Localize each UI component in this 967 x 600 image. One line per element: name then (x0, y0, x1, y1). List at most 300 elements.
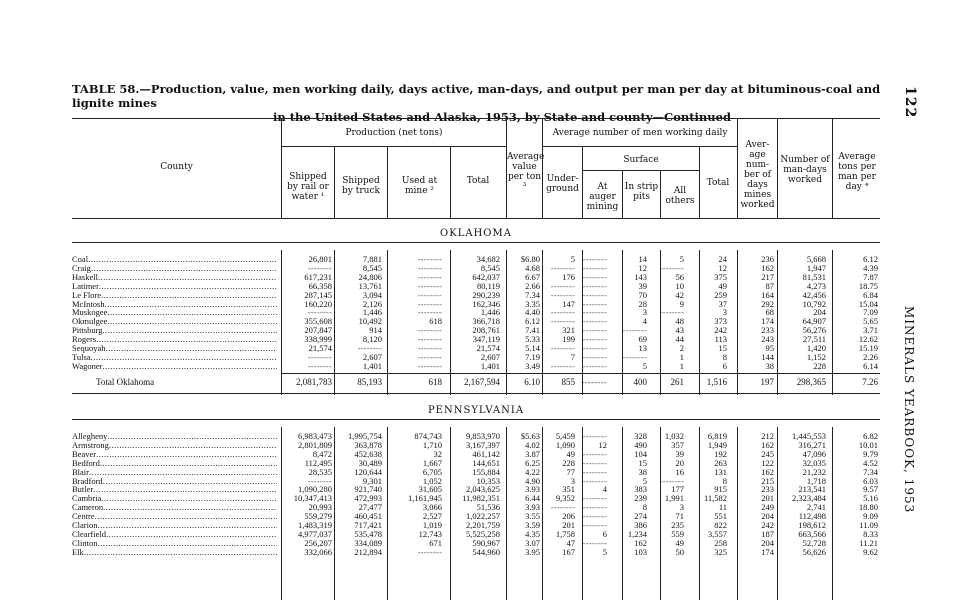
cell-used-at-mine: 618 (429, 316, 442, 327)
cell-used-at-mine: -------- (417, 271, 442, 282)
cell-shipped-truck: 212,894 (354, 546, 382, 557)
cell-man-days: 1,718 (806, 475, 826, 486)
cell-avg-tons: 6.82 (863, 431, 878, 441)
header-underground: Under-ground (546, 174, 579, 194)
cell-all-others: 48 (675, 316, 684, 327)
column-rule (699, 427, 700, 600)
cell-avg-days: 236 (761, 254, 774, 264)
column-rule (582, 250, 583, 395)
cell-avg-value: 5.33 (525, 334, 540, 345)
county-name: Total Oklahoma (96, 378, 155, 387)
county-name: Haskell ..... (72, 273, 277, 282)
header-used-at-mine: Used at mine ² (401, 176, 438, 196)
column-rule (737, 427, 738, 600)
vrule-12 (777, 118, 778, 218)
cell-avg-tons: 18.75 (858, 280, 878, 291)
cell-shipped-truck: 8,545 (362, 262, 382, 273)
table-row (72, 548, 882, 557)
cell-used-at-mine: -------- (417, 546, 442, 557)
cell-total: 144,651 (472, 457, 500, 468)
cell-men-total: 1,516 (706, 377, 727, 387)
county-name: Le Flore ..... (72, 291, 277, 300)
cell-avg-tons: 6.03 (863, 475, 878, 486)
cell-at-auger: -------- (582, 493, 607, 504)
cell-avg-days: 38 (765, 360, 774, 371)
cell-at-auger: -------- (582, 289, 607, 300)
cell-shipped-truck: 120,644 (354, 466, 382, 477)
cell-total: 162,346 (472, 298, 500, 309)
cell-men-total: 192 (714, 448, 727, 459)
rule-production (282, 146, 507, 147)
cell-avg-tons: 18.80 (858, 502, 878, 513)
header-at-auger: At auger mining (586, 182, 619, 212)
cell-shipped-rail: 332,066 (304, 546, 332, 557)
cell-avg-tons: 2.26 (863, 351, 878, 362)
cell-man-days: 10,792 (802, 298, 826, 309)
cell-in-strip: 383 (634, 484, 647, 495)
cell-avg-days: 215 (761, 475, 774, 486)
column-rule (281, 250, 282, 395)
cell-man-days: 1,420 (806, 343, 826, 353)
cell-shipped-rail: 4,977,037 (298, 528, 332, 539)
county-name: Latimer ..... (72, 282, 277, 291)
cell-man-days: 228 (813, 360, 826, 371)
cell-avg-value: 3.55 (525, 511, 540, 522)
cell-in-strip: 5 (642, 360, 647, 371)
cell-in-strip: 4 (642, 316, 647, 327)
county-name: Sequoyah ..... (72, 344, 277, 353)
header-avg-tons: Average tons per man per day ⁴ (838, 152, 876, 192)
cell-total: 290,239 (472, 289, 500, 300)
rule-state (72, 419, 880, 420)
county-name: Clarion ..... (72, 521, 277, 530)
cell-used-at-mine: 1,161,945 (408, 493, 442, 504)
cell-at-auger: -------- (582, 334, 607, 345)
cell-shipped-truck: 30,489 (358, 457, 382, 468)
cell-all-others: 42 (675, 289, 684, 300)
cell-all-others: 39 (675, 448, 684, 459)
cell-all-others: 1 (679, 351, 684, 362)
cell-all-others: 559 (671, 528, 684, 539)
running-head (902, 78, 920, 578)
cell-avg-days: 249 (761, 502, 774, 513)
cell-all-others: 20 (675, 457, 684, 468)
cell-underground: -------- (550, 343, 575, 353)
cell-avg-days: 292 (761, 298, 774, 309)
table-row (72, 300, 882, 309)
cell-total: 2,043,625 (466, 484, 500, 495)
cell-shipped-truck: 10,492 (358, 316, 382, 327)
cell-avg-value: $5.63 (520, 431, 540, 441)
county-name: Muskogee ..... (72, 308, 277, 317)
cell-shipped-truck: 914 (369, 325, 382, 336)
cell-shipped-truck: 2,126 (362, 298, 382, 309)
cell-total: 366,718 (472, 316, 500, 327)
vrule-2 (334, 146, 335, 218)
county-name: Cameron ..... (72, 503, 277, 512)
cell-total: 21,574 (476, 343, 500, 353)
cell-used-at-mine: 874,743 (414, 431, 442, 441)
cell-at-auger: -------- (582, 360, 607, 371)
cell-avg-value: 4.68 (525, 262, 540, 273)
header-shipped-truck: Shipped by truck (342, 176, 380, 196)
cell-men-total: 915 (714, 484, 727, 495)
cell-all-others: 235 (671, 520, 684, 530)
county-name: Bradford ..... (72, 477, 277, 486)
header-men-total: Total (706, 178, 730, 188)
cell-avg-tons: 7.26 (862, 377, 878, 387)
cell-at-auger: -------- (582, 502, 607, 513)
cell-all-others: 3 (679, 502, 684, 513)
cell-all-others: 71 (675, 511, 684, 522)
cell-underground: 206 (562, 511, 575, 522)
cell-at-auger: -------- (582, 431, 607, 441)
cell-total: 544,960 (472, 546, 500, 557)
state-heading: OKLAHOMA (440, 228, 512, 239)
cell-shipped-truck: 472,993 (354, 493, 382, 504)
cell-underground: 167 (562, 546, 575, 557)
cell-at-auger: 5 (602, 546, 607, 557)
county-name: Cambria ..... (72, 494, 277, 503)
cell-men-total: 49 (718, 280, 727, 291)
cell-avg-tons: 7.87 (863, 271, 878, 282)
cell-men-total: 15 (718, 343, 727, 353)
cell-avg-tons: 7.34 (863, 466, 878, 477)
cell-shipped-rail: 2,081,783 (296, 377, 332, 387)
cell-avg-value: 6.12 (525, 316, 540, 327)
cell-man-days: 316,271 (798, 439, 826, 450)
cell-total: 9,853,970 (466, 431, 500, 441)
cell-man-days: 47,096 (802, 448, 826, 459)
county-name: Bedford ..... (72, 459, 277, 468)
cell-all-others: 43 (675, 325, 684, 336)
cell-avg-value: 6.44 (525, 493, 540, 504)
cell-man-days: 56,276 (802, 325, 826, 336)
cell-used-at-mine: -------- (417, 334, 442, 345)
cell-man-days: 1,445,553 (792, 431, 826, 441)
cell-man-days: 56,626 (802, 546, 826, 557)
county-name: McIntosh ..... (72, 300, 277, 309)
cell-men-total: 3 (722, 307, 727, 318)
cell-at-auger: -------- (582, 537, 607, 548)
column-rule (660, 250, 661, 395)
county-name: Clinton ..... (72, 539, 277, 548)
cell-underground: 9,352 (555, 493, 575, 504)
cell-avg-value: 6.10 (524, 377, 540, 387)
cell-shipped-rail: -------- (307, 307, 332, 318)
cell-avg-tons: 6.14 (863, 360, 878, 371)
cell-shipped-rail: 21,574 (308, 343, 332, 353)
column-rule (737, 250, 738, 395)
cell-total: 2,607 (480, 351, 500, 362)
cell-underground: -------- (550, 280, 575, 291)
cell-avg-days: 162 (761, 439, 774, 450)
cell-man-days: 112,498 (798, 511, 826, 522)
cell-avg-tons: 15.19 (858, 343, 878, 353)
column-rule (450, 250, 451, 395)
cell-shipped-rail: 207,847 (304, 325, 332, 336)
header-surface: Surface (623, 155, 659, 165)
cell-in-strip: 5 (642, 475, 647, 486)
cell-man-days: 213,541 (798, 484, 826, 495)
cell-shipped-truck: 7,881 (362, 254, 382, 264)
cell-in-strip: 38 (638, 466, 647, 477)
cell-shipped-rail: 1,090,280 (298, 484, 332, 495)
cell-at-auger: -------- (582, 475, 607, 486)
cell-used-at-mine: 1,019 (422, 520, 442, 530)
column-rule (542, 427, 543, 600)
cell-total: 1,022,257 (466, 511, 500, 522)
header-all-others: All others (665, 186, 695, 206)
cell-at-auger: -------- (582, 511, 607, 522)
cell-all-others: 261 (670, 377, 684, 387)
county-name: Tulsa ..... (72, 353, 277, 362)
county-name: Armstrong ..... (72, 441, 277, 450)
column-rule (777, 427, 778, 600)
county-name: Craig ..... (72, 264, 277, 273)
page-number: 122 (902, 86, 918, 119)
cell-men-total: 822 (714, 520, 727, 530)
column-rule (660, 427, 661, 600)
cell-in-strip: 103 (634, 546, 647, 557)
cell-man-days: 1,947 (806, 262, 826, 273)
cell-underground: 5 (570, 254, 575, 264)
cell-total: 1,446 (480, 307, 500, 318)
column-rule (542, 250, 543, 395)
rule-state (72, 242, 880, 243)
column-rule (832, 250, 833, 395)
cell-underground: 176 (562, 271, 575, 282)
cell-underground: 351 (562, 484, 575, 495)
cell-at-auger: -------- (582, 343, 607, 353)
cell-shipped-rail: 256,207 (304, 537, 332, 548)
cell-in-strip: 400 (633, 377, 647, 387)
cell-men-total: 258 (714, 537, 727, 548)
cell-shipped-truck: 717,421 (354, 520, 382, 530)
cell-total: 34,682 (476, 254, 500, 264)
cell-underground: 5,459 (555, 431, 575, 441)
cell-man-days: 2,741 (806, 502, 826, 513)
cell-avg-value: 6.67 (525, 271, 540, 282)
cell-shipped-truck: 27,477 (358, 502, 382, 513)
cell-man-days: 21,232 (802, 466, 826, 477)
column-rule (387, 250, 388, 395)
cell-in-strip: 328 (634, 431, 647, 441)
cell-total: 10,353 (476, 475, 500, 486)
cell-underground: -------- (550, 360, 575, 371)
cell-avg-value: 7.41 (525, 325, 540, 336)
cell-total: 8,545 (480, 262, 500, 273)
cell-shipped-rail: -------- (307, 475, 332, 486)
cell-avg-tons: 7.09 (863, 307, 878, 318)
cell-avg-days: 164 (761, 289, 774, 300)
cell-man-days: 27,511 (802, 334, 826, 345)
header-total: Total (466, 176, 490, 186)
county-name: Pittsburg ..... (72, 326, 277, 335)
cell-avg-days: 204 (761, 511, 774, 522)
cell-man-days: 663,566 (798, 528, 826, 539)
column-rule (387, 427, 388, 600)
county-name: Coal ..... (72, 255, 277, 264)
cell-avg-days: 204 (761, 537, 774, 548)
cell-underground: 47 (566, 537, 575, 548)
cell-man-days: 32,035 (802, 457, 826, 468)
cell-avg-tons: 11.09 (859, 520, 878, 530)
cell-shipped-rail: -------- (307, 262, 332, 273)
cell-shipped-rail: 20,993 (308, 502, 332, 513)
cell-avg-days: 212 (761, 431, 774, 441)
cell-shipped-rail: 8,472 (312, 448, 332, 459)
county-name: Wagoner ..... (72, 362, 277, 371)
cell-underground: 228 (562, 457, 575, 468)
cell-men-total: 11,582 (703, 493, 727, 504)
table-row (72, 353, 882, 362)
cell-shipped-truck: 921,740 (354, 484, 382, 495)
cell-all-others: 1 (679, 360, 684, 371)
cell-underground: -------- (550, 316, 575, 327)
rule-top (72, 118, 880, 119)
cell-total: 208,761 (472, 325, 500, 336)
column-rule (832, 427, 833, 600)
cell-used-at-mine: -------- (417, 289, 442, 300)
cell-avg-tons: 4.39 (863, 262, 878, 273)
cell-underground: 855 (561, 377, 575, 387)
column-rule (506, 427, 507, 600)
cell-avg-value: 7.34 (525, 289, 540, 300)
cell-man-days: 204 (813, 307, 826, 318)
cell-shipped-rail: -------- (307, 360, 332, 371)
cell-avg-tons: 5.65 (863, 316, 878, 327)
cell-in-strip: 14 (638, 254, 647, 264)
cell-men-total: 6,819 (707, 431, 727, 441)
cell-underground: -------- (550, 262, 575, 273)
column-rule (622, 250, 623, 395)
cell-underground: -------- (550, 307, 575, 318)
cell-in-strip: 490 (634, 439, 647, 450)
cell-underground: 3 (570, 475, 575, 486)
cell-used-at-mine: 618 (428, 377, 442, 387)
cell-all-others: 50 (675, 546, 684, 557)
cell-in-strip: 13 (638, 343, 647, 353)
cell-avg-tons: 15.04 (858, 298, 878, 309)
header-production: Production (net tons) (345, 128, 443, 138)
cell-all-others: 9 (679, 298, 684, 309)
header-avg-value: Average value per ton ³ (507, 152, 545, 192)
cell-shipped-truck: 460,451 (354, 511, 382, 522)
cell-at-auger: -------- (582, 448, 607, 459)
cell-avg-value: 3.07 (525, 537, 540, 548)
cell-avg-tons: 9.57 (863, 484, 878, 495)
cell-shipped-truck: 1,995,754 (348, 431, 382, 441)
cell-men-total: 113 (714, 334, 727, 345)
cell-total: 155,884 (472, 466, 500, 477)
cell-avg-tons: 8.33 (863, 528, 878, 539)
column-rule (334, 250, 335, 395)
county-name: Allegheny ..... (72, 432, 277, 441)
cell-shipped-rail: 10,347,413 (293, 493, 332, 504)
cell-used-at-mine: -------- (417, 280, 442, 291)
cell-at-auger: -------- (582, 316, 607, 327)
cell-used-at-mine: -------- (417, 360, 442, 371)
cell-shipped-rail: 112,495 (304, 457, 332, 468)
cell-total: 51,536 (476, 502, 500, 513)
cell-total: 347,119 (472, 334, 500, 345)
cell-avg-days: 245 (761, 448, 774, 459)
cell-shipped-rail: 66,358 (308, 280, 332, 291)
cell-used-at-mine: 6,705 (422, 466, 442, 477)
county-name: Rogers ..... (72, 335, 277, 344)
cell-avg-days: 68 (765, 307, 774, 318)
header-shipped-rail: Shipped by rail or water ¹ (287, 172, 329, 202)
cell-shipped-truck: 1,401 (362, 360, 382, 371)
cell-all-others: 44 (675, 334, 684, 345)
cell-used-at-mine: 1,052 (422, 475, 442, 486)
cell-men-total: 325 (714, 546, 727, 557)
cell-in-strip: 3 (642, 307, 647, 318)
cell-avg-value: 3.95 (525, 546, 540, 557)
cell-men-total: 1,949 (707, 439, 727, 450)
header-avg-days: Aver-age num-ber of days mines worked (740, 140, 775, 210)
cell-total: 3,167,397 (466, 439, 500, 450)
cell-avg-value: 3.49 (525, 360, 540, 371)
cell-avg-value: 4.02 (525, 439, 540, 450)
cell-used-at-mine: 32 (433, 448, 442, 459)
cell-at-auger: -------- (582, 271, 607, 282)
cell-in-strip: 12 (638, 262, 647, 273)
cell-men-total: 242 (714, 325, 727, 336)
cell-man-days: 42,456 (802, 289, 826, 300)
cell-avg-days: 144 (761, 351, 774, 362)
county-name: Blair ..... (72, 468, 277, 477)
cell-all-others: 56 (675, 271, 684, 282)
cell-avg-tons: 9.09 (863, 511, 878, 522)
cell-used-at-mine: 2,527 (422, 511, 442, 522)
cell-all-others: 5 (679, 254, 684, 264)
cell-avg-value: 2.66 (525, 280, 540, 291)
cell-used-at-mine: -------- (417, 325, 442, 336)
cell-underground: -------- (550, 289, 575, 300)
cell-men-total: 12 (718, 262, 727, 273)
cell-at-auger: -------- (582, 520, 607, 530)
cell-at-auger: -------- (582, 307, 607, 318)
cell-avg-tons: 6.84 (863, 289, 878, 300)
cell-underground: 1,758 (555, 528, 575, 539)
cell-used-at-mine: -------- (417, 307, 442, 318)
vrule-9 (660, 170, 661, 218)
cell-avg-tons: 9.62 (863, 546, 878, 557)
state-heading: PENNSYLVANIA (427, 405, 525, 416)
table-title-line1: TABLE 58.—Production, value, men working daily, days active, man-days, and output per man per day at bituminous-coal and lignite mines (72, 82, 881, 110)
cell-underground: 49 (566, 448, 575, 459)
county-name: Butler ..... (72, 485, 277, 494)
cell-used-at-mine: -------- (417, 343, 442, 353)
cell-used-at-mine: -------- (417, 262, 442, 273)
cell-used-at-mine: 671 (429, 537, 442, 548)
cell-total: 80,119 (476, 280, 500, 291)
cell-in-strip: 39 (638, 280, 647, 291)
cell-men-total: 37 (718, 298, 727, 309)
cell-in-strip: 70 (638, 289, 647, 300)
cell-avg-days: 233 (761, 325, 774, 336)
cell-avg-days: 162 (761, 262, 774, 273)
rule-total (282, 373, 880, 374)
cell-shipped-rail: 338,999 (304, 334, 332, 345)
cell-avg-value: 7.19 (525, 351, 540, 362)
cell-men-total: 6 (722, 360, 727, 371)
cell-shipped-rail: 355,608 (304, 316, 332, 327)
cell-avg-value: 4.90 (525, 475, 540, 486)
cell-shipped-rail: 160,220 (304, 298, 332, 309)
